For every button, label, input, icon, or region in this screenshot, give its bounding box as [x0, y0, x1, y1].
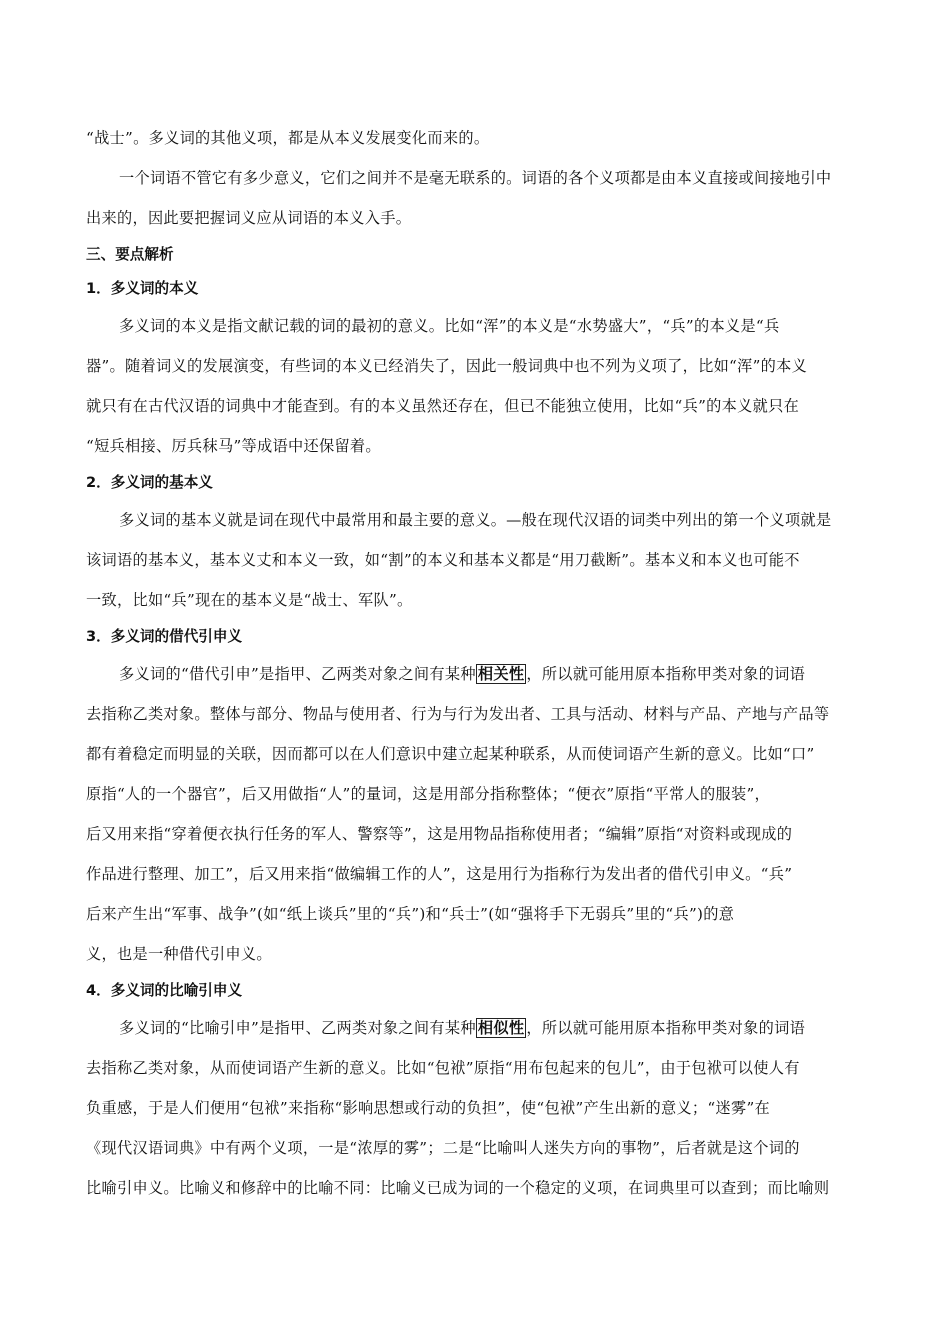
text-line: 《现代汉语词典》中有两个义项，一是“浓厚的雾”；二是“比喻叫人迷失方向的事物”，后者就是这个词的 [86, 1139, 800, 1157]
section-title: 三、要点解析 [86, 246, 174, 263]
text-fragment: 多义词的“借代引申”是指甲、乙两类对象之间有某种 [119, 665, 476, 683]
text-line: “战士”。多义词的其他义项，都是从本义发展变化而来的。 [86, 129, 490, 147]
text-line: 义，也是一种借代引申义。 [86, 945, 272, 963]
text-fragment: ，所以就可能用原本指称甲类对象的词语 [526, 1019, 806, 1037]
text-line: 多义词的本义是指文献记载的词的最初的意义。比如“浑”的本义是“水势盛大”，“兵”的本义是“兵 [119, 317, 780, 335]
text-line: “短兵相接、厉兵秣马”等成语中还保留着。 [86, 437, 381, 455]
text-line: 器”。随着词义的发展演变，有些词的本义已经消失了，因此一般词典中也不列为义项了，比如“浑”的本义 [86, 357, 808, 375]
text-fragment: 多义词的“比喻引申”是指甲、乙两类对象之间有某种 [119, 1019, 476, 1037]
text-line [86, 1008, 892, 1048]
text-line: 该词语的基本义，基本义丈和本义一致，如“割”的本义和基本义都是“用刀截断”。基本义和本义也可能不 [86, 551, 800, 569]
text-line: 去指称乙类对象，从而使词语产生新的意义。比如“包袱”原指“用布包起来的包儿”，由于包袱可以使人有 [86, 1059, 800, 1077]
text-line: 就只有在古代汉语的词典中才能查到。有的本义虽然还存在，但已不能独立使用，比如“兵”的本义就只在 [86, 397, 800, 415]
text-line: 后又用来指“穿着便衣执行任务的军人、警察等”，这是用物品指称使用者；“编辑”原指“对资料或现成的 [86, 825, 793, 843]
text-line: 都有着稳定而明显的关联，因而都可以在人们意识中建立起某种联系，从而使词语产生新的意义。比如“口” [86, 745, 815, 763]
text-line: 一致，比如“兵”现在的基本义是“战士、军队”。 [86, 591, 413, 609]
text-line [86, 654, 892, 694]
boxed-keyword: 相似性 [477, 1019, 525, 1037]
text-line: 一个词语不管它有多少意义，它们之间并不是毫无联系的。词语的各个义项都是由本义直接或间接地引中 [119, 169, 832, 187]
document-page [86, 118, 892, 1208]
text-line: 出来的，因此要把握词义应从词语的本义入手。 [86, 209, 412, 227]
text-line: 后来产生出“军事、战争”(如“纸上谈兵”里的“兵”)和“兵士”(如“强将手下无弱兵”里的“兵”)的意 [86, 905, 735, 923]
subheading-3: 3．多义词的借代引申义 [86, 628, 243, 645]
subheading-2: 2．多义词的基本义 [86, 474, 213, 491]
text-line: 多义词的基本义就是词在现代中最常用和最主要的意义。—般在现代汉语的词类中列出的第一个义项就是 [119, 511, 832, 529]
text-fragment: ，所以就可能用原本指称甲类对象的词语 [526, 665, 806, 683]
text-line: 负重感，于是人们便用“包袱”来指称“影响思想或行动的负担”，使“包袱”产生出新的意义；“迷雾”在 [86, 1099, 771, 1117]
boxed-keyword: 相关性 [477, 665, 525, 683]
text-line: 作品进行整理、加工”，后又用来指“做编辑工作的人”，这是用行为指称行为发出者的借代引申义。“兵” [86, 865, 793, 883]
text-line: 比喻引申义。比喻义和修辞中的比喻不同：比喻义已成为词的一个稳定的义项，在词典里可以查到；而比喻则 [86, 1179, 830, 1197]
subheading-4: 4．多义词的比喻引申义 [86, 982, 243, 999]
subheading-1: 1．多义词的本义 [86, 280, 199, 297]
text-line: 原指“人的一个器官”，后又用做指“人”的量词，这是用部分指称整体；“便衣”原指“平常人的服装”， [86, 785, 771, 803]
text-line: 去指称乙类对象。整体与部分、物品与使用者、行为与行为发出者、工具与活动、材料与产品、产地与产品等 [86, 705, 830, 723]
